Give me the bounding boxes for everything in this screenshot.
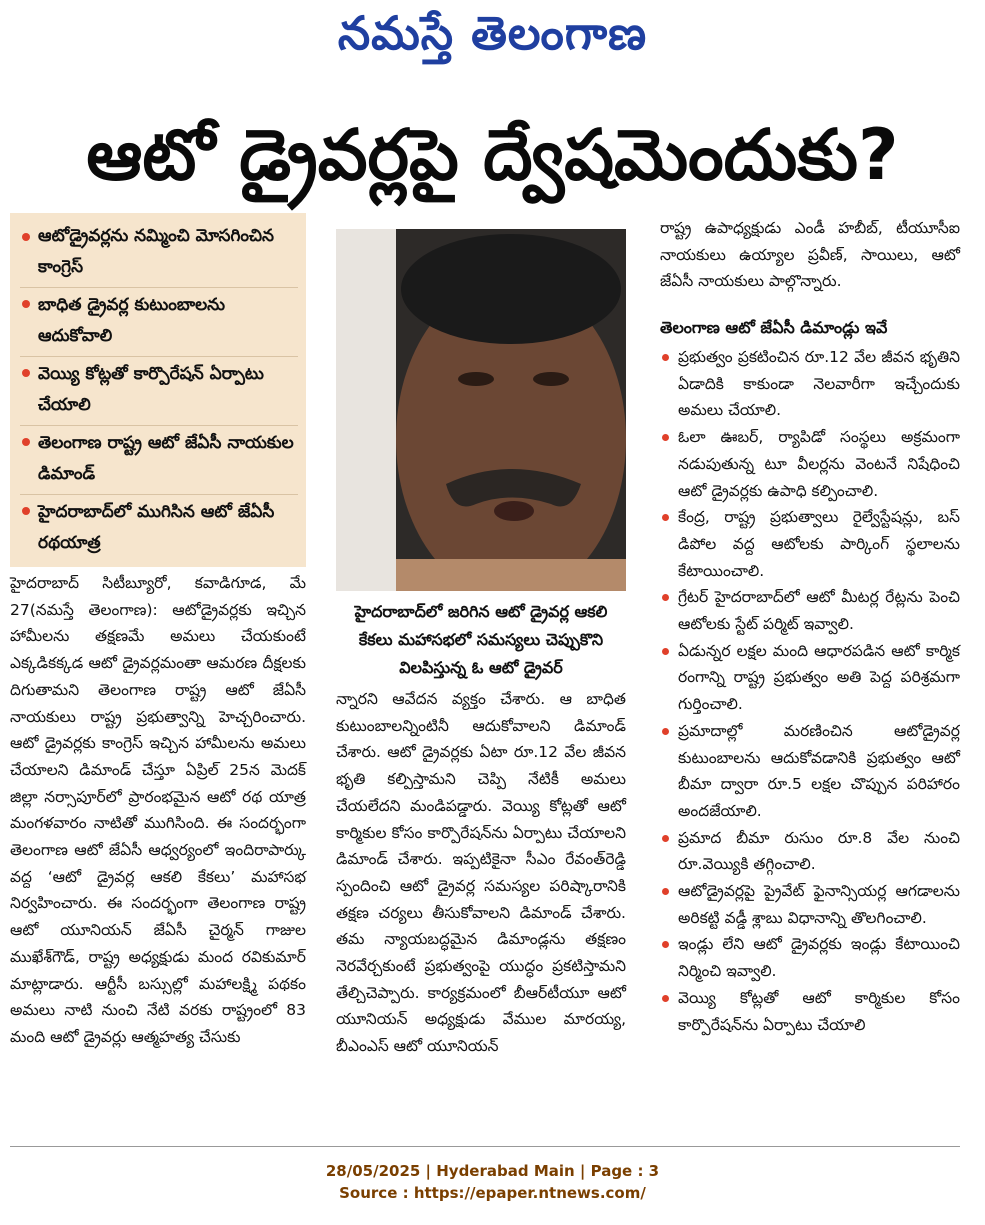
article-column-3 [660, 215, 960, 295]
highlight-item: తెలంగాణ రాష్ట్ర ఆటో జేఏసీ నాయకుల డిమాండ్ [20, 425, 298, 490]
demand-item: ఓలా ఊబర్, ర్యాపిడో సంస్థలు అక్రమంగా నడుపుతున్న టూ వీలర్లను వెంటనే నిషేధించి ఆటో డ్రైవర్లకు ఉపాధి కల్పించాలి. [660, 424, 960, 504]
demand-item: ఇండ్లు లేని ఆటో డ్రైవర్లకు ఇండ్లు కేటాయించి నిర్మించి ఇవ్వాలి. [660, 931, 960, 984]
demand-item: ఏడున్నర లక్షల మంది ఆధారపడిన ఆటో కార్మిక రంగాన్ని రాష్ట్ర ప్రభుత్వం అతి పెద్ద పరిశ్రమగా గుర్తించాలి. [660, 638, 960, 718]
demand-item: ప్రమాదాల్లో మరణించిన ఆటోడ్రైవర్ల కుటుంబాలను ఆదుకోవడానికి ప్రభుత్వం ఆటో బీమా ద్వారా రూ.5 లక్షల చొప్పున పరిహారం అందజేయాలి. [660, 718, 960, 825]
demand-item: కేంద్ర, రాష్ట్ర ప్రభుత్వాలు రైల్వేస్టేషన్లు, బస్ డిపోల వద్ద ఆటోలకు పార్కింగ్ స్థలాలను కేటాయించాలి. [660, 504, 960, 584]
demands-list [660, 344, 960, 1038]
headline: ఆటో డ్రైవర్లపై ద్వేషమెందుకు? [86, 114, 899, 196]
footer-source: Source : https://epaper.ntnews.com/ [339, 1184, 646, 1202]
footer-edition-info: 28/05/2025 | Hyderabad Main | Page : 3 [325, 1162, 660, 1180]
article-text: న్నారని ఆవేదన వ్యక్తం చేశారు. ఆ బాధిత కుటుంబాలన్నింటినీ ఆదుకోవాలని డిమాండ్ చేశారు. ఆటో డ్రైవర్లకు ఏటా రూ.12 వేల జీవన భృతి కల్పిస్తామని చెప్పి నేటికీ అమలు చేయలేదని మండిపడ్డారు. వెయ్యి కోట్లతో ఆటో కార్మికుల కోసం కార్పొరేషన్‌ను ఏర్పాటు చేయాలని డిమాండ్ చేశారు. ఇప్పటికైనా సీఎం రేవంత్‌రెడ్డి స్పందించి ఆటో డ్రైవర్ల సమస్యల పరిష్కారానికి తక్షణ చర్యలు తీసుకోవాలని డిమాండ్ చేశారు. తమ న్యాయబద్ధమైన డిమాండ్లను తక్షణం నెరవేర్చకుంటే ప్రభుత్వంపై యుద్ధం ప్రకటిస్తామని తేల్చిచెప్పారు. కార్యక్రమంలో బీఆర్‌టీయూ ఆటో యూనియన్ అధ్యక్షుడు వేముల మారయ్య, బీఎంఎస్ ఆటో యూనియన్ [336, 690, 626, 1056]
demands-title: తెలంగాణ ఆటో జేఏసీ డిమాండ్లు ఇవే [660, 318, 888, 337]
demand-item: ప్రభుత్వం ప్రకటించిన రూ.12 వేల జీవన భృతిని ఏడాదికి కాకుండా నెలవారీగా ఇచ్చేందుకు అమలు చేయాలి. [660, 344, 960, 424]
article-column-1 [10, 570, 306, 1051]
highlight-item: ఆటోడ్రైవర్లను నమ్మించి మోసగించిన కాంగ్రెస్ [20, 221, 298, 283]
demand-item: వెయ్యి కోట్లతో ఆటో కార్మికుల కోసం కార్పొరేషన్‌ను ఏర్పాటు చేయాలి [660, 985, 960, 1038]
highlight-item: బాధిత డ్రైవర్ల కుటుంబాలను ఆదుకోవాలి [20, 287, 298, 352]
demand-item: ఆటోడ్రైవర్లపై ప్రైవేట్ ఫైనాన్సియర్ల ఆగడాలను అరికట్టి వడ్డీ శ్లాబు విధానాన్ని తొలగించాలి. [660, 878, 960, 931]
highlight-item: వెయ్యి కోట్లతో కార్పొరేషన్ ఏర్పాటు చేయాలి [20, 356, 298, 421]
article-text: రాష్ట్ర ఉపాధ్యక్షుడు ఎండీ హబీబ్, టీయూసీఐ నాయకులు ఉయ్యాల ప్రవీణ్, సాయిలు, ఆటో జేఏసీ నాయకులు పాల్గొన్నారు. [660, 219, 960, 291]
article-column-2 [336, 686, 626, 1060]
auto-driver-photo [336, 229, 626, 591]
highlights-box [10, 213, 306, 567]
footer-divider [10, 1146, 960, 1147]
article-text: హైదరాబాద్ సిటీబ్యూరో, కవాడిగూడ, మే 27(నమస్తే తెలంగాణ): ఆటోడ్రైవర్లకు ఇచ్చిన హామీలను తక్షణమే అమలు చేయకుంటే ఎక్కడికక్కడ ఆటో డ్రైవర్లమంతా ఆమరణ దీక్షలకు దిగుతామని తెలంగాణ రాష్ట్ర ఆటో జేఏసీ నాయకులు రాష్ట్ర ప్రభుత్వాన్ని హెచ్చరించారు. ఆటో డ్రైవర్లకు కాంగ్రెస్ ఇచ్చిన హామీలను అమలు చేయాలని డిమాండ్ చేస్తూ ఏప్రిల్ 25న మెదక్ జిల్లా నర్సాపూర్‌లో ప్రారంభమైన ఆటో రథ యాత్ర మంగళవారం నాటితో ముగిసింది. ఈ సందర్భంగా తెలంగాణ ఆటో జేఏసీ ఆధ్వర్యంలో ఇందిరాపార్కు వద్ద ‘ఆటో డ్రైవర్ల ఆకలి కేకలు’ మహాసభ నిర్వహించారు. ఈ సందర్భంగా తెలంగాణ రాష్ట్ర ఆటో యూనియన్ జేఏసీ చైర్మన్ గాజుల ముఖేశ్‌గౌడ్, రాష్ట్ర అధ్యక్షుడు మంద రవికుమార్ మాట్లాడారు. ఆర్టీసీ బస్సుల్లో మహాలక్ష్మి పథకం అమలు నాటి నుంచి నేటి వరకు రాష్ట్రంలో 83 మంది ఆటో డ్రైవర్లు ఆత్మహత్య చేసుకు [10, 574, 306, 1046]
demand-item: గ్రేటర్ హైదరాబాద్‌లో ఆటో మీటర్ల రేట్లను పెంచి ఆటోలకు స్టేట్ పర్మిట్ ఇవ్వాలి. [660, 584, 960, 637]
demand-item: ప్రమాద బీమా రుసుం రూ.8 వేల నుంచి రూ.వెయ్యికి తగ్గించాలి. [660, 825, 960, 878]
photo-illustration [336, 229, 626, 591]
photo-caption: హైదరాబాద్‌లో జరిగిన ఆటో డ్రైవర్ల ఆకలి కేకలు మహాసభలో సమస్యలు చెప్పుకొని విలపిస్తున్న ఓ ఆటో డ్రైవర్ [354, 602, 608, 677]
footer [0, 1160, 985, 1204]
masthead-logo: నమస్తే తెలంగాణ [337, 6, 648, 60]
highlight-item: హైదరాబాద్‌లో ముగిసిన ఆటో జేఏసీ రథయాత్ర [20, 494, 298, 559]
